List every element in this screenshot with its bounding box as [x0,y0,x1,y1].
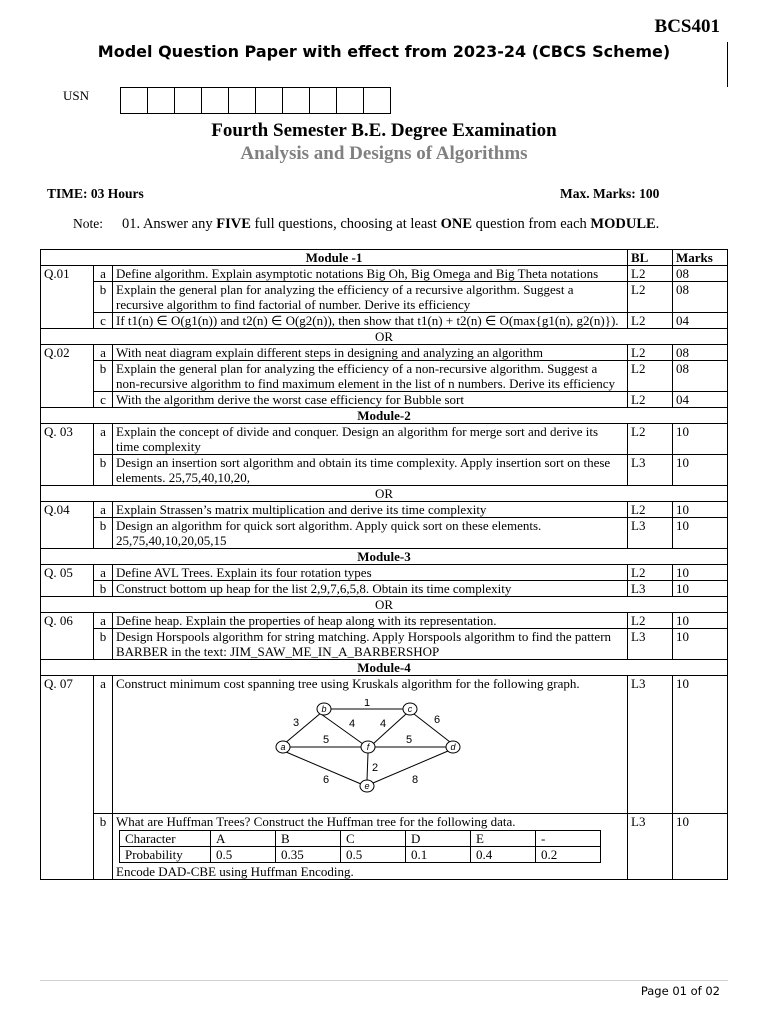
time-label: TIME: 03 Hours [47,186,144,201]
bloom-level: L2 [628,313,673,329]
node-label: b [321,704,327,714]
table-row [41,581,728,597]
table-row [41,629,728,660]
question-number: Q.04 [41,502,94,549]
question-text: With neat diagram explain different steps in designing and analyzing an algorithm [113,345,628,361]
sub-label: a [94,424,113,455]
table-row [41,676,728,814]
or-separator: OR [41,486,728,502]
table-row [41,424,728,455]
usn-box [283,87,310,114]
table-row [41,313,728,329]
edge-weight: 4 [348,718,356,730]
table-row [41,329,728,345]
sub-label: b [94,581,113,597]
marks-value: 10 [673,581,728,597]
question-text: Explain the concept of divide and conquer. Design an algorithm for merge sort and derive its time complexity [113,424,628,455]
bloom-level: L2 [628,502,673,518]
module-heading: Module-4 [41,660,728,676]
question-text: If t1(n) ∈ O(g1(n)) and t2(n) ∈ O(g2(n)), then show that t1(n) + t2(n) ∈ O(max{g1(n), g2(n)}). [113,313,628,329]
graph-edge [373,751,448,783]
table-row [41,282,728,313]
question-text: Design Horspools algorithm for string matching. Apply Horspools algorithm to find the pattern BARBER in the text: JIM_SAW_ME_IN_A_BARBERSHOP [113,629,628,660]
usn-box [202,87,229,114]
sub-label: b [94,629,113,660]
bloom-level: L2 [628,345,673,361]
table-row [41,597,728,613]
bloom-level: L3 [628,518,673,549]
huffman-row [120,847,601,863]
sub-label: a [94,502,113,518]
sub-label: a [94,676,113,814]
or-separator: OR [41,597,728,613]
huffman-table [119,830,601,863]
bloom-level: L2 [628,565,673,581]
edge-weight: 6 [322,774,330,786]
huffman-cell: 0.1 [406,847,471,863]
marks-value: 10 [673,565,728,581]
usn-box [256,87,283,114]
bloom-level: L3 [628,455,673,486]
edge-weight: 3 [292,717,300,729]
table-row [41,392,728,408]
node-label: a [280,742,286,752]
question-cell [113,676,628,814]
question-text: With the algorithm derive the worst case efficiency for Bubble sort [113,392,628,408]
table-row [41,345,728,361]
huffman-cell: A [211,831,276,847]
node-label: f [366,742,370,752]
huffman-cell: 0.35 [276,847,341,863]
question-text: Design an insertion sort algorithm and obtain its time complexity. Apply insertion sort on these elements. 25,75,40,10,20, [113,455,628,486]
sub-label: b [94,455,113,486]
usn-box [310,87,337,114]
marks-value: 10 [673,629,728,660]
marks-value: 04 [673,313,728,329]
huffman-cell: 0.5 [211,847,276,863]
question-text: Define heap. Explain the properties of heap along with its representation. [113,613,628,629]
note-part: FIVE [216,216,251,232]
table-row [41,565,728,581]
bloom-level: L2 [628,392,673,408]
edge-weight: 4 [379,718,387,730]
huffman-cell: Character [120,831,211,847]
usn-boxes [120,87,391,114]
question-number: Q.01 [41,266,94,329]
question-cell [113,814,628,880]
note-part: 01. Answer any [122,216,217,232]
table-row [41,814,728,880]
huffman-cell: Probability [120,847,211,863]
note-part: question from each [472,216,591,232]
bloom-level: L3 [628,629,673,660]
table-row [41,518,728,549]
table-row [41,266,728,282]
usn-box [175,87,202,114]
footer-rule [40,980,728,981]
usn-box [148,87,175,114]
table-row [41,250,728,266]
huffman-cell: - [536,831,601,847]
note-label: Note: [73,216,103,231]
note-part: MODULE [590,216,656,232]
table-row [41,361,728,392]
huffman-cell: D [406,831,471,847]
node-label: c [407,704,413,714]
marks-value: 10 [673,676,728,814]
sub-label: b [94,518,113,549]
bloom-level: L3 [628,814,673,880]
sub-label: b [94,282,113,313]
sub-label: a [94,565,113,581]
subject-code: BCS401 [654,16,720,37]
sub-label: b [94,361,113,392]
edge-weight: 1 [363,699,371,709]
question-text: Explain the general plan for analyzing the efficiency of a recursive algorithm. Suggest a recursive algorithm to find factorial of number. Derive its efficiency [113,282,628,313]
note-part: . [655,216,660,232]
note-text [122,216,659,233]
marks-value: 10 [673,455,728,486]
edge-weight: 5 [322,734,330,746]
marks-value: 10 [673,814,728,880]
bloom-level: L2 [628,361,673,392]
module-heading: Module-2 [41,408,728,424]
bloom-level: L2 [628,424,673,455]
sub-label: a [94,613,113,629]
max-marks-label: Max. Marks: 100 [560,186,660,201]
table-row [41,486,728,502]
question-text: Construct bottom up heap for the list 2,9,7,6,5,8. Obtain its time complexity [113,581,628,597]
paper-title: Model Question Paper with effect from 2023-24 (CBCS Scheme) [97,42,671,61]
usn-label: USN [63,88,90,103]
graph-edge [284,712,322,744]
question-text: Explain Strassen’s matrix multiplication and derive its time complexity [113,502,628,518]
question-number: Q.02 [41,345,94,408]
graph-edge [367,753,368,780]
page-number: Page 01 of 02 [640,984,720,998]
exam-title: Fourth Semester B.E. Degree Examination [211,120,557,141]
bloom-level: L3 [628,581,673,597]
note-part: ONE [440,216,473,232]
huffman-cell: C [341,831,406,847]
question-text: Design an algorithm for quick sort algorithm. Apply quick sort on these elements. 25,75,40,10,20,05,15 [113,518,628,549]
module-heading: Module -1 [41,250,628,266]
marks-value: 10 [673,424,728,455]
graph-edge [373,714,406,744]
node-label: d [450,742,456,752]
table-row [41,660,728,676]
huffman-cell: E [471,831,536,847]
question-number: Q. 03 [41,424,94,486]
sub-label: a [94,266,113,282]
huffman-cell: 0.2 [536,847,601,863]
question-number: Q. 05 [41,565,94,597]
huffman-row [120,831,601,847]
bloom-level: L2 [628,613,673,629]
or-separator: OR [41,329,728,345]
edge-weight: 8 [411,774,419,786]
sub-label: b [94,814,113,880]
usn-box [229,87,256,114]
spanning-tree-graph [266,699,476,811]
huffman-cell: 0.5 [341,847,406,863]
edge-weight: 5 [405,734,413,746]
marks-value: 08 [673,361,728,392]
table-row [41,613,728,629]
marks-value: 10 [673,518,728,549]
question-text: Define algorithm. Explain asymptotic notations Big Oh, Big Omega and Big Theta notations [113,266,628,282]
marks-value: 10 [673,613,728,629]
table-row [41,408,728,424]
question-table [40,249,728,880]
marks-value: 04 [673,392,728,408]
table-row [41,502,728,518]
table-row [41,549,728,565]
table-row [41,455,728,486]
marks-header: Marks [673,250,728,266]
sub-label: c [94,313,113,329]
edge-weight: 2 [371,762,379,774]
huffman-cell: 0.4 [471,847,536,863]
question-text: Define AVL Trees. Explain its four rotation types [113,565,628,581]
question-text: Explain the general plan for analyzing the efficiency of a non-recursive algorithm. Suggest a non-recursive algorithm to find maximum element in the list of n numbers. Derive its efficiency [113,361,628,392]
bloom-level: L2 [628,282,673,313]
question-number: Q. 06 [41,613,94,660]
bloom-level: L3 [628,676,673,814]
node-label: e [364,781,370,791]
marks-value: 10 [673,502,728,518]
huffman-cell: B [276,831,341,847]
question-text: Construct minimum cost spanning tree using Kruskals algorithm for the following graph. [116,676,580,691]
bloom-level: L2 [628,266,673,282]
note-part: full questions, choosing at least [250,216,441,232]
bl-header: BL [628,250,673,266]
sub-label: c [94,392,113,408]
graph-edge [414,714,450,742]
subject-title: Analysis and Designs of Algorithms [240,143,528,164]
marks-value: 08 [673,266,728,282]
marks-value: 08 [673,282,728,313]
marks-value: 08 [673,345,728,361]
encode-instruction: Encode DAD-CBE using Huffman Encoding. [116,864,354,879]
question-number: Q. 07 [41,676,94,880]
question-text: What are Huffman Trees? Construct the Huffman tree for the following data. [116,814,516,829]
usn-box [364,87,391,114]
usn-box [337,87,364,114]
usn-box [121,87,148,114]
module-heading: Module-3 [41,549,728,565]
sub-label: a [94,345,113,361]
edge-weight: 6 [433,714,441,726]
